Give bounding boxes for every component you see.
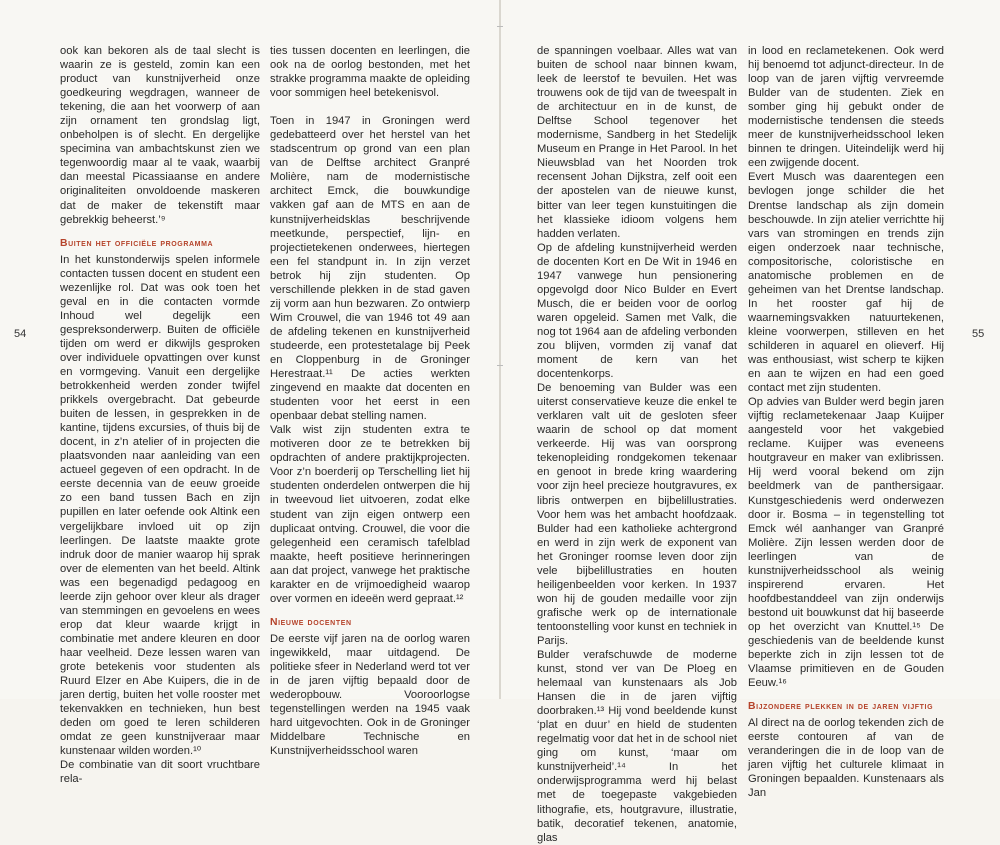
section-heading: Buiten het officiële programma [60,237,214,249]
page-number-left: 54 [14,328,27,340]
text-column-4 [748,44,944,800]
body-paragraph: Bulder verafschuwde de moderne kunst, stond ver van De Ploeg en helemaal van kunstenaars als Job Hansen die in de jaren vijftig doorbraken.¹³ Hij vond beeldende kunst ‘plat en duur’ en hield de studenten regelmatig voor dat het in de school niet ging om kunst, ‘maar om kunstnijverheid’.¹⁴ In het onderwijsprogramma werd hij belast met de toegepaste vakgebieden lithografie, ets, houtgravure, illustratie, batik, decoratief tekenen, anatomie, glas [537,649,737,844]
body-paragraph: ties tussen docenten en leerlingen, die ook na de oorlog bestonden, met het strakke programma maakte de opleiding voor sommigen heel betekenisvol. [270,45,470,100]
body-paragraph: in lood en reclametekenen. Ook werd hij benoemd tot adjunct-directeur. In de loop van de jaren vijftig vervreemde Bulder van de studenten. Ziek en somber ging hij gebukt onder de modernistische tendensen die steeds meer de kunstnijverheidsschool leken binnen te dringen. Uiteindelijk werd hij een zwijgende docent. [748,45,944,170]
body-paragraph: De eerste vijf jaren na de oorlog waren ingewikkeld, maar uitdagend. De politieke sfeer in Nederland werd tot ver in de jaren vijftig bepaald door de wederopbouw. Vooroorlogse tegenstellingen werden na 1945 vaak hard uitgevochten. Ook in de Groninger Middelbare Technische en Kunstnijverheidsschool waren [270,632,470,758]
book-spine [499,0,501,699]
text-column-3 [537,44,737,845]
text-column-1 [60,44,260,786]
spine-mark [497,365,503,366]
section-heading: Nieuwe docenten [270,616,352,628]
paragraph-gap [270,100,470,114]
body-paragraph: In het kunstonderwijs spelen informele contacten tussen docent en student een wezenlijke rol. Dat was ook toen het geval en in die contacten vormde Inhoud wel degelijk een gespreksonderwerp. Buiten de officiële tijden om werd er dikwijls gesproken over individuele opvattingen over kunst en vormgeving. Vanuit een dergelijke betrokkenheid werden zonder twijfel prikkels overgebracht. Dat gebeurde buiten de lessen, in gesprekken in de kantine, tijdens excursies, of thuis bij de docent, in z’n atelier of in projecten die plaatsvonden naar aanleiding van een actueel gegeven of een opdracht. In de eerste decennia van de eeuw groeide zo een band tussen Bach en zijn pupillen en later oefende ook Altink een vergelijkbare invloed uit op zijn leerlingen. De laatste maakte grote indruk door de manier waarop hij sprak over de elementen van het beeld. Altink was een begenadigd pedagoog en leerde zijn gehoor over kleur als drager van stemmingen en gevoelens en wees erop dat kleur waarde krijgt in combinatie met andere kleuren en door haar veelheid. Deze lessen waren van grote betekenis voor studenten als Ruurd Elzer en Abe Kuipers, die in de jaren dertig, buiten het volle rooster met tekenvakken en technieken, hun best deden om goed te leren schilderen omdat ze geen kunstnijveraar maar kunstenaar wilden worden.¹⁰ [60,253,260,758]
body-paragraph: Toen in 1947 in Groningen werd gedebatteerd over het herstel van het stadscentrum op grond van een plan van de Delftse architect Granpré Molière, nam de modernistische architect Emck, die bouwkundige vakken gaf aan de MTS en aan de kunstnijverheidsklas beschrijvende meetkunde, perspectief, lijn- en projectietekenen onderwees, hiertegen een fel standpunt in. In zijn verzet betrok hij zijn studenten. Op verschillende plekken in de stad gaven zij vorm aan hun bezwaren. Zo ontwierp Wim Crouwel, die van 1946 tot 49 aan de afdeling tekenen en kunstnijverheid studeerde, een protestetalage bij Peek en Cloppenburg in de Groninger Herestraat.¹¹ De acties werkten zingevend en maakte dat docenten en studenten voor het eerst in een openbaar debat stelling namen. [270,115,470,423]
body-paragraph: ook kan bekoren als de taal slecht is waarin ze is gesteld, zomin kan een product van kunstnijverheid onze goedkeuring wegdragen, wanneer de tekening, die aan het voorwerp of aan zijn ornament ten grondslag ligt, onbeholpen is of slecht. En dergelijke specimina van ambachtskunst zien we tegenwoordig maar al te vaak, waarbij dan meestal Picassiaanse en andere originaliteiten onvoldoende maskeren dat de maker de tekenstift maar gebrekkig beheerst.’⁹ [60,45,260,226]
body-paragraph: De combinatie van dit soort vruchtbare rela- [60,759,260,786]
text-column-2 [270,44,470,758]
body-paragraph: Evert Musch was daarentegen een bevlogen jonge schilder die het Drentse landschap als zijn domein beschouwde. In zijn atelier verrichtte hij vars van stromingen en trends zijn eigen onderzoek naar technische, compositorische, coloristische en anatomische problemen en de geheimen van het Drentse landschap. In het rooster gaf hij de waarnemingsvakken natuurtekenen, kleine voorwerpen, stilleven en het schilderen in aquarel en olieverf. Hij was enthousiast, wist scherp te kijken en aan te wijzen en had een goed contact met zijn studenten. [748,171,944,395]
body-paragraph: Al direct na de oorlog tekenden zich de eerste contouren af van de veranderingen die in de loop van de jaren vijftig het culturele klimaat in Groningen bepaalden. Kunstenaars als Jan [748,717,944,800]
body-paragraph: De benoeming van Bulder was een uiterst conservatieve keuze die enkel te verklaren valt uit de gesloten sfeer waarin de school op dat moment verkeerde. Hij was van oorsprong tekenopleiding rondgekomen tekenaar en genoot in brede kring waardering voor zijn heel precieze houtgravures, ex libris ontwerpen en bijbelillustraties. Voor hem was het ambacht hoofdzaak. Bulder had een katholieke achtergrond en werd in zijn werk de exponent van het Groninger roomse leven door zijn vele bijbelillustraties en houten heiligenbeelden voor kerken. In 1937 won hij de gouden medaille voor zijn grafische werk op de internationale tentoonstelling voor kunst en techniek in Parijs. [537,382,737,647]
section-heading: Bijzondere plekken in de jaren vijftig [748,701,934,713]
body-paragraph: Valk wist zijn studenten extra te motiveren door ze te betrekken bij opdrachten of andere praktijkprojecten. Voor z’n boerderij op Terschelling liet hij studenten onderdelen ontwerpen die hij in tweevoud liet uitvoeren, zodat elke student van zijn eigen ontwerp een duplicaat ontving. Crouwel, die voor die gelegenheid een ceramisch tafelblad maakte, heeft positieve herinneringen aan dat project, vanwege het praktische karakter en de vrijmoedigheid waarop over vormen en ideeën werd gepraat.¹² [270,424,470,605]
page-number-right: 55 [972,328,985,340]
body-paragraph: de spanningen voelbaar. Alles wat van buiten de school naar binnen kwam, leek de leerstof te bevuilen. Het was trouwens ook de tijd van de tweespalt in de architectuur en in de kunst, de Delftse School tegenover het modernisme, Sandberg in het Stedelijk Museum en Prange in Het Parool. In het Nieuwsblad van het Noorden trok recensent Johan Dijkstra, zelf ooit een der apostelen van de nieuwe kunst, bitter van leer tegen kunstuitingen die het klassieke idioom volgens hem hadden verlaten. [537,45,737,240]
spine-mark [497,26,503,27]
body-paragraph: Op advies van Bulder werd begin jaren vijftig reclametekenaar Jaap Kuijper aangesteld voor het vakgebied reclame. Kuijper was eveneens houtgraveur en maker van exlibrissen. Hij werd vooral bekend om zijn beeldmerk van de panthersigaar. Kunstgeschiedenis werd onderwezen door ir. Bosma – in tegenstelling tot Emck wél aanhanger van Granpré Molière. Zijn lessen werden door de leerlingen van de kunstnijverheidsschool als weinig inspirerend ervaren. Het hoofdbestanddeel van zijn onderwijs bestond uit bouwkunst dat hij baseerde op het overzicht van Knuttel.¹⁵ De geschiedenis van de beeldende kunst beperkte zich in zijn lessen tot de Vlaamse primitieven en de Gouden Eeuw.¹⁶ [748,396,944,690]
body-paragraph: Op de afdeling kunstnijverheid werden de docenten Kort en De Wit in 1946 en 1947 vanwege hun pensionering opgevolgd door Nico Bulder en Evert Musch, die er beiden voor de oorlog waren opgeleid. Samen met Valk, die nog tot 1964 aan de afdeling verbonden zou blijven, vormden zij vanaf dat moment de kern van het docentenkorps. [537,241,737,381]
